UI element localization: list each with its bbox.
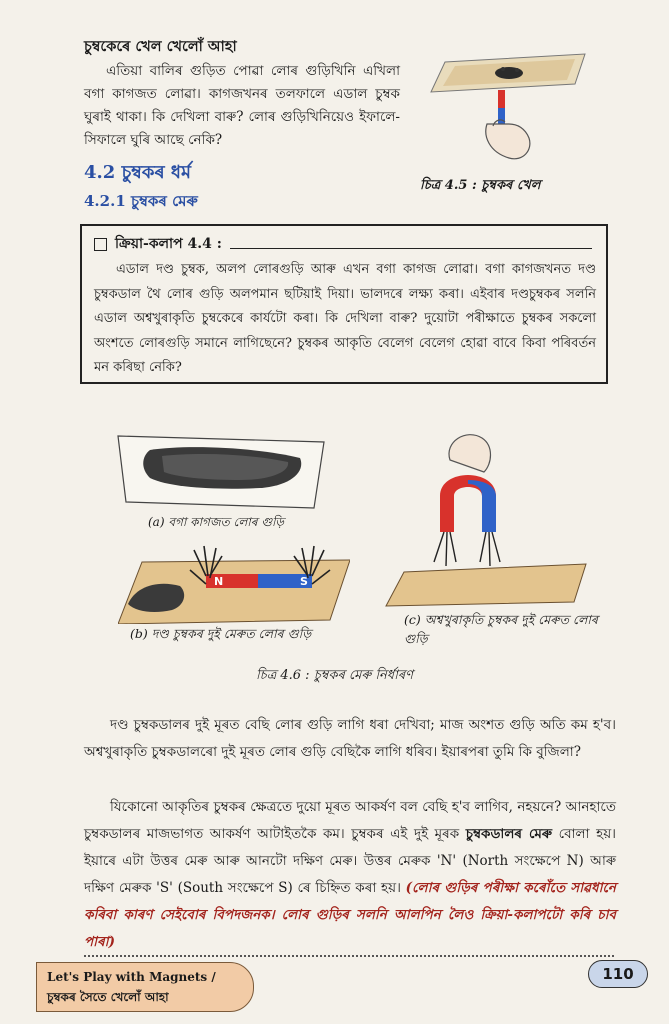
body-paragraph-1: দণ্ড চুম্বকডালৰ দুই মূৰত বেছি লোৰ গুড়ি লাগি ধৰা দেখিবা; মাজ অংশত গুড়ি অতি কম হ'ব। অশ্বখুৰাকৃতি চুম্বকডালৰো দুই মূৰত লোৰ গুড়ি বেছিকৈ লাগি ধৰিব। ইয়াৰপৰা তুমি কি বুজিলা?: [84, 717, 616, 760]
intro-paragraph: এতিয়া বালিৰ গুড়িত পোৱা লোৰ গুড়িখিনি এখিলা বগা কাগজত লোৱা। কাগজখনৰ তলফালে এডাল চুম্বক ঘুৰাই থাকা। কি দেখিলা বাৰু? লোৰ গুড়িখিনিয়েও ইফালে-সিফালে ঘুৰি আছে নেকি?: [84, 63, 400, 148]
footer-dotted-rule: [84, 955, 614, 957]
figure-4-6b-caption: (b) দণ্ড চুম্বকৰ দুই মেৰুত লোৰ গুড়ি: [130, 626, 312, 641]
intro-heading: চুম্বকেৰে খেল খেলোঁ আহা: [84, 38, 237, 55]
activity-title: ক্ৰিয়া-কলাপ 4.4 :: [115, 236, 222, 252]
subsection-heading: 4.2.1 চুম্বকৰ মেৰু: [84, 192, 198, 210]
body-p2-part-b: বোলা হয়। ইয়াৰে এটা উত্তৰ মেৰু আৰু আনটো দক্ষিণ মেৰু। উত্তৰ মেৰুক 'N' (North সংক্ষেপে N) আৰু দক্ষিণ মেৰুক 'S' (South সংক্ষেপে S) ৰে চিহ্নিত কৰা হয়।: [84, 826, 616, 896]
section-heading: 4.2 চুম্বকৰ ধৰ্ম: [84, 162, 191, 183]
activity-title-rule: [230, 248, 592, 249]
footer-title-assamese: চুম্বকৰ সৈতে খেলোঁ আহা: [47, 990, 169, 1004]
bar-magnet-n-label: N: [214, 575, 224, 588]
figure-4-6c-illustration: [384, 424, 594, 608]
figure-4-6a-caption: (a) বগা কাগজত লোৰ গুড়ি: [148, 515, 284, 529]
figure-4-5-caption: চিত্ৰ 4.5 : চুম্বকৰ খেল: [420, 178, 541, 193]
safety-warning: (লোৰ গুড়িৰ পৰীক্ষা কৰোঁতে সাৱধানে কৰিবা কাৰণ সেইবোৰ বিপদজনক। লোৰ গুড়িৰ সলনি আলপিন লৈও ক্ৰিয়া-কলাপটো কৰি চাব পাৰা): [84, 880, 616, 950]
page-number: 110: [588, 960, 648, 988]
figure-4-6c-caption: (c) অশ্বখুৰাকৃতি চুম্বকৰ দুই মেৰুত লোৰ গুড়ি: [404, 612, 598, 646]
footer-chapter-tab: [36, 962, 254, 1012]
activity-title-row: [94, 232, 596, 256]
body-paragraph-2: [84, 794, 616, 956]
figure-4-5-illustration: [425, 40, 595, 170]
figure-4-6-caption: চিত্ৰ 4.6 : চুম্বকৰ মেৰু নিৰ্ধাৰণ: [255, 668, 414, 683]
activity-box: [80, 224, 608, 384]
body-p2-bold-term: চুম্বকডালৰ মেৰু: [465, 826, 553, 842]
body-p2-part-a: যিকোনো আকৃতিৰ চুম্বকৰ ক্ষেত্ৰতে দুয়ো মূৰত আকৰ্ষণ বল বেছি হ'ব লাগিব, নহয়নে? আনহাতে চুম্বকডালৰ মাজভাগত আকৰ্ষণ আটাইতকৈ কম। চুম্বকৰ এই দুই মূৰক: [84, 799, 616, 842]
figure-4-6a-illustration: [110, 432, 332, 512]
activity-text: এডাল দণ্ড চুম্বক, অলপ লোৰগুড়ি আৰু এখন বগা কাগজ লোৱা। বগা কাগজখনত দণ্ড চুম্বকডাল থৈ লোৰ গুড়ি অলপমান ছটিয়াই দিয়া। ভালদৰে লক্ষ্য কৰা। এইবাৰ দণ্ডচুম্বকৰ সলনি এডাল অশ্বখুৰাকৃতি চুম্বকেৰে কাৰ্যটো কৰা। কি দেখিলা বাৰু? দুয়োটা পৰীক্ষাতে চুম্বকৰ সকলো অংশতে লোৰগুড়ি সমানে লাগিছেনে? চুম্বকৰ আকৃতি বেলেগ বেলেগ হোৱা বাবে কিবা পৰিবৰ্তন মন কৰিছা নেকি?: [94, 262, 596, 375]
footer-title-english: Let's Play with Magnets /: [47, 970, 216, 984]
figure-4-6b-illustration: [118, 540, 350, 624]
activity-checkbox-icon: [94, 238, 107, 251]
bar-magnet-s-label: S: [300, 575, 308, 588]
